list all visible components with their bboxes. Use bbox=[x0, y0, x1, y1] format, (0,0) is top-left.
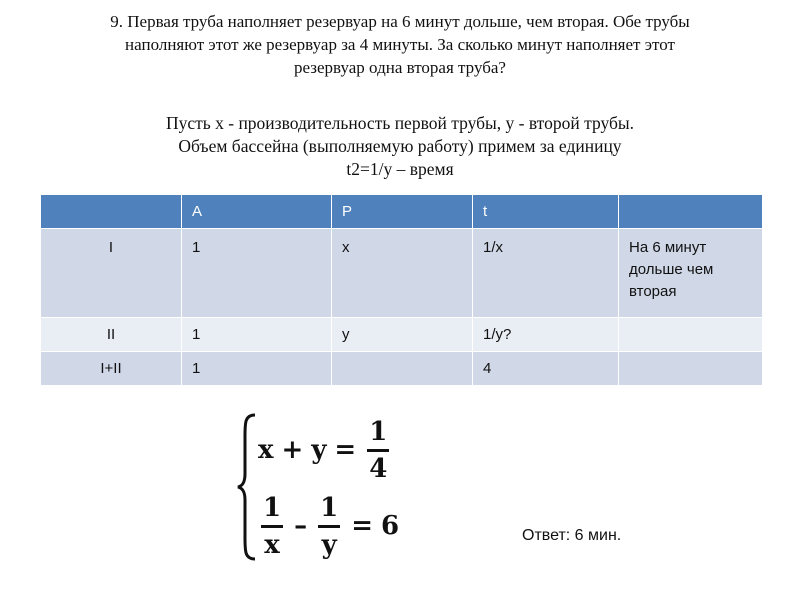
cell-a: 1 bbox=[182, 352, 332, 386]
row-label: II bbox=[41, 318, 182, 352]
note-line-3: вторая bbox=[629, 283, 677, 300]
cell-note bbox=[619, 318, 763, 352]
cell-a: 1 bbox=[182, 229, 332, 318]
cell-p: x bbox=[332, 229, 473, 318]
work-rate-table bbox=[40, 194, 763, 386]
answer-text: Ответ: 6 мин. bbox=[522, 527, 622, 544]
setup-line-1: Пусть х - производительность первой трубы, у - второй трубы. bbox=[165, 113, 635, 133]
cell-a: 1 bbox=[182, 318, 332, 352]
row-label: I+II bbox=[41, 352, 182, 386]
header-cell-p: P bbox=[332, 195, 473, 229]
numerator: 1 bbox=[369, 417, 388, 447]
setup-line-2: Объем бассейна (выполняемую работу) примем за единицу bbox=[178, 136, 622, 156]
minus-sign: – bbox=[294, 511, 308, 542]
cell-t: 1/x bbox=[473, 229, 619, 318]
numerator: 1 bbox=[263, 493, 282, 523]
header-cell-empty bbox=[41, 195, 182, 229]
setup-line-3: t2=1/у – время bbox=[346, 159, 454, 179]
fraction-bar bbox=[318, 525, 340, 528]
denominator: 4 bbox=[369, 453, 388, 484]
cell-note bbox=[619, 352, 763, 386]
cell-t: 1/y? bbox=[473, 318, 619, 352]
problem-statement bbox=[20, 10, 780, 79]
table-header-row bbox=[41, 195, 763, 229]
problem-line-1: 9. Первая труба наполняет резервуар на 6 минут дольше, чем вторая. Обе трубы bbox=[110, 12, 690, 31]
curly-brace-icon bbox=[236, 412, 258, 562]
header-cell-t: t bbox=[473, 195, 619, 229]
equation-1 bbox=[258, 418, 392, 483]
table-row bbox=[41, 352, 763, 386]
header-cell-note bbox=[619, 195, 763, 229]
cell-note bbox=[619, 229, 763, 318]
equals-sign: = bbox=[334, 435, 357, 466]
table-row bbox=[41, 318, 763, 352]
row-label: I bbox=[41, 229, 182, 318]
cell-p: y bbox=[332, 318, 473, 352]
fraction-one-quarter bbox=[367, 418, 389, 483]
fraction-one-over-y bbox=[318, 494, 340, 559]
fraction-bar bbox=[261, 525, 283, 528]
fraction-bar bbox=[367, 449, 389, 452]
note-line-1: На 6 минут bbox=[629, 239, 707, 256]
equation-2 bbox=[258, 494, 399, 559]
table-row bbox=[41, 229, 763, 318]
note-line-2: дольше чем bbox=[629, 261, 714, 278]
equation-system bbox=[236, 412, 446, 562]
problem-line-2: наполняют этот же резервуар за 4 минуты. За сколько минут наполняет этот bbox=[125, 35, 675, 54]
denominator: y bbox=[321, 529, 337, 560]
header-cell-a: A bbox=[182, 195, 332, 229]
cell-p bbox=[332, 352, 473, 386]
plus-sign: + bbox=[281, 435, 304, 466]
equals-sign: = bbox=[351, 511, 373, 542]
rhs-value: 6 bbox=[380, 511, 400, 542]
var-x: x bbox=[258, 435, 274, 466]
cell-t: 4 bbox=[473, 352, 619, 386]
numerator: 1 bbox=[320, 493, 339, 523]
denominator: x bbox=[264, 529, 280, 560]
problem-line-3: резервуар одна вторая труба? bbox=[294, 58, 506, 77]
var-y: y bbox=[311, 435, 327, 466]
solution-setup bbox=[20, 112, 780, 181]
fraction-one-over-x bbox=[261, 494, 283, 559]
